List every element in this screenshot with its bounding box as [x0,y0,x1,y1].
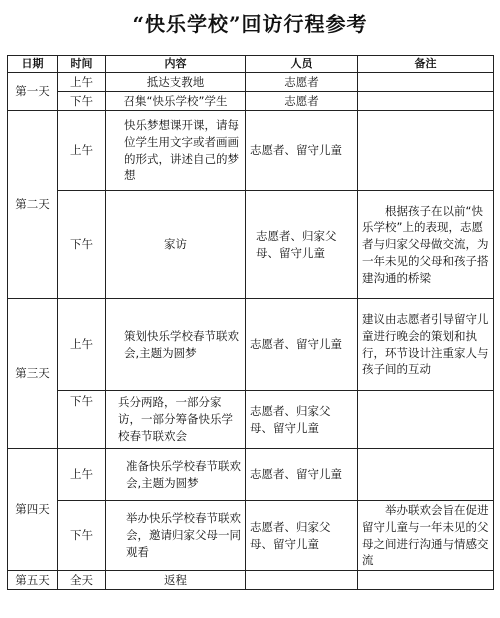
table-row [8,571,494,590]
itinerary-table [7,55,494,590]
time-cell: 下午 [58,391,106,449]
notes-cell: 举办联欢会旨在促进留守儿童与一年未见的父母之间进行沟通与情感交流 [358,501,494,571]
table-row [8,111,494,191]
people-cell: 志愿者、留守儿童 [246,449,358,501]
table-row [8,449,494,501]
time-cell: 上午 [58,449,106,501]
column-header-day: 日期 [8,56,58,73]
notes-cell [358,111,494,191]
time-cell: 上午 [58,73,106,92]
content-cell: 策划快乐学校春节联欢会,主题为圆梦 [106,299,246,391]
people-cell: 志愿者、归家父母、留守儿童 [246,191,358,299]
table-row [8,299,494,391]
people-cell: 志愿者、归家父母、留守儿童 [246,501,358,571]
people-cell: 志愿者 [246,92,358,111]
column-header-time: 时间 [58,56,106,73]
day-cell: 第五天 [8,571,58,590]
time-cell: 上午 [58,111,106,191]
time-cell: 全天 [58,571,106,590]
table-header-row [8,56,494,73]
time-cell: 下午 [58,191,106,299]
people-cell: 志愿者、归家父母、留守儿童 [246,391,358,449]
people-cell [246,571,358,590]
notes-cell [358,571,494,590]
people-cell: 志愿者、留守儿童 [246,111,358,191]
day-cell: 第一天 [8,73,58,111]
notes-cell: 建议由志愿者引导留守儿童进行晚会的策划和执行，环节设计注重家人与孩子间的互动 [358,299,494,391]
people-cell: 志愿者、留守儿童 [246,299,358,391]
notes-cell: 根据孩子在以前“快乐学校”上的表现，志愿者与归家父母做交流，为一年未见的父母和孩子搭建沟通的桥梁 [358,191,494,299]
table-row [8,391,494,449]
table-row [8,73,494,92]
notes-cell [358,92,494,111]
content-cell: 抵达支教地 [106,73,246,92]
day-cell: 第三天 [8,299,58,449]
content-cell: 快乐梦想课开课，请每位学生用文字或者画画的形式，讲述自己的梦想 [106,111,246,191]
time-cell: 上午 [58,299,106,391]
content-cell: 准备快乐学校春节联欢会,主题为圆梦 [106,449,246,501]
column-header-content: 内容 [106,56,246,73]
content-cell: 召集“快乐学校”学生 [106,92,246,111]
table-row [8,92,494,111]
content-cell: 兵分两路，一部分家访，一部分筹备快乐学校春节联欢会 [106,391,246,449]
column-header-notes: 备注 [358,56,494,73]
notes-cell [358,449,494,501]
day-cell: 第二天 [8,111,58,299]
day-cell: 第四天 [8,449,58,571]
table-row [8,501,494,571]
time-cell: 下午 [58,501,106,571]
table-row [8,191,494,299]
time-cell: 下午 [58,92,106,111]
column-header-people: 人员 [246,56,358,73]
content-cell: 返程 [106,571,246,590]
notes-cell [358,73,494,92]
document-title: “快乐学校”回访行程参考 [132,12,368,36]
content-cell: 家访 [106,191,246,299]
people-cell: 志愿者 [246,73,358,92]
content-cell: 举办快乐学校春节联欢会，邀请归家父母一同观看 [106,501,246,571]
notes-cell [358,391,494,449]
